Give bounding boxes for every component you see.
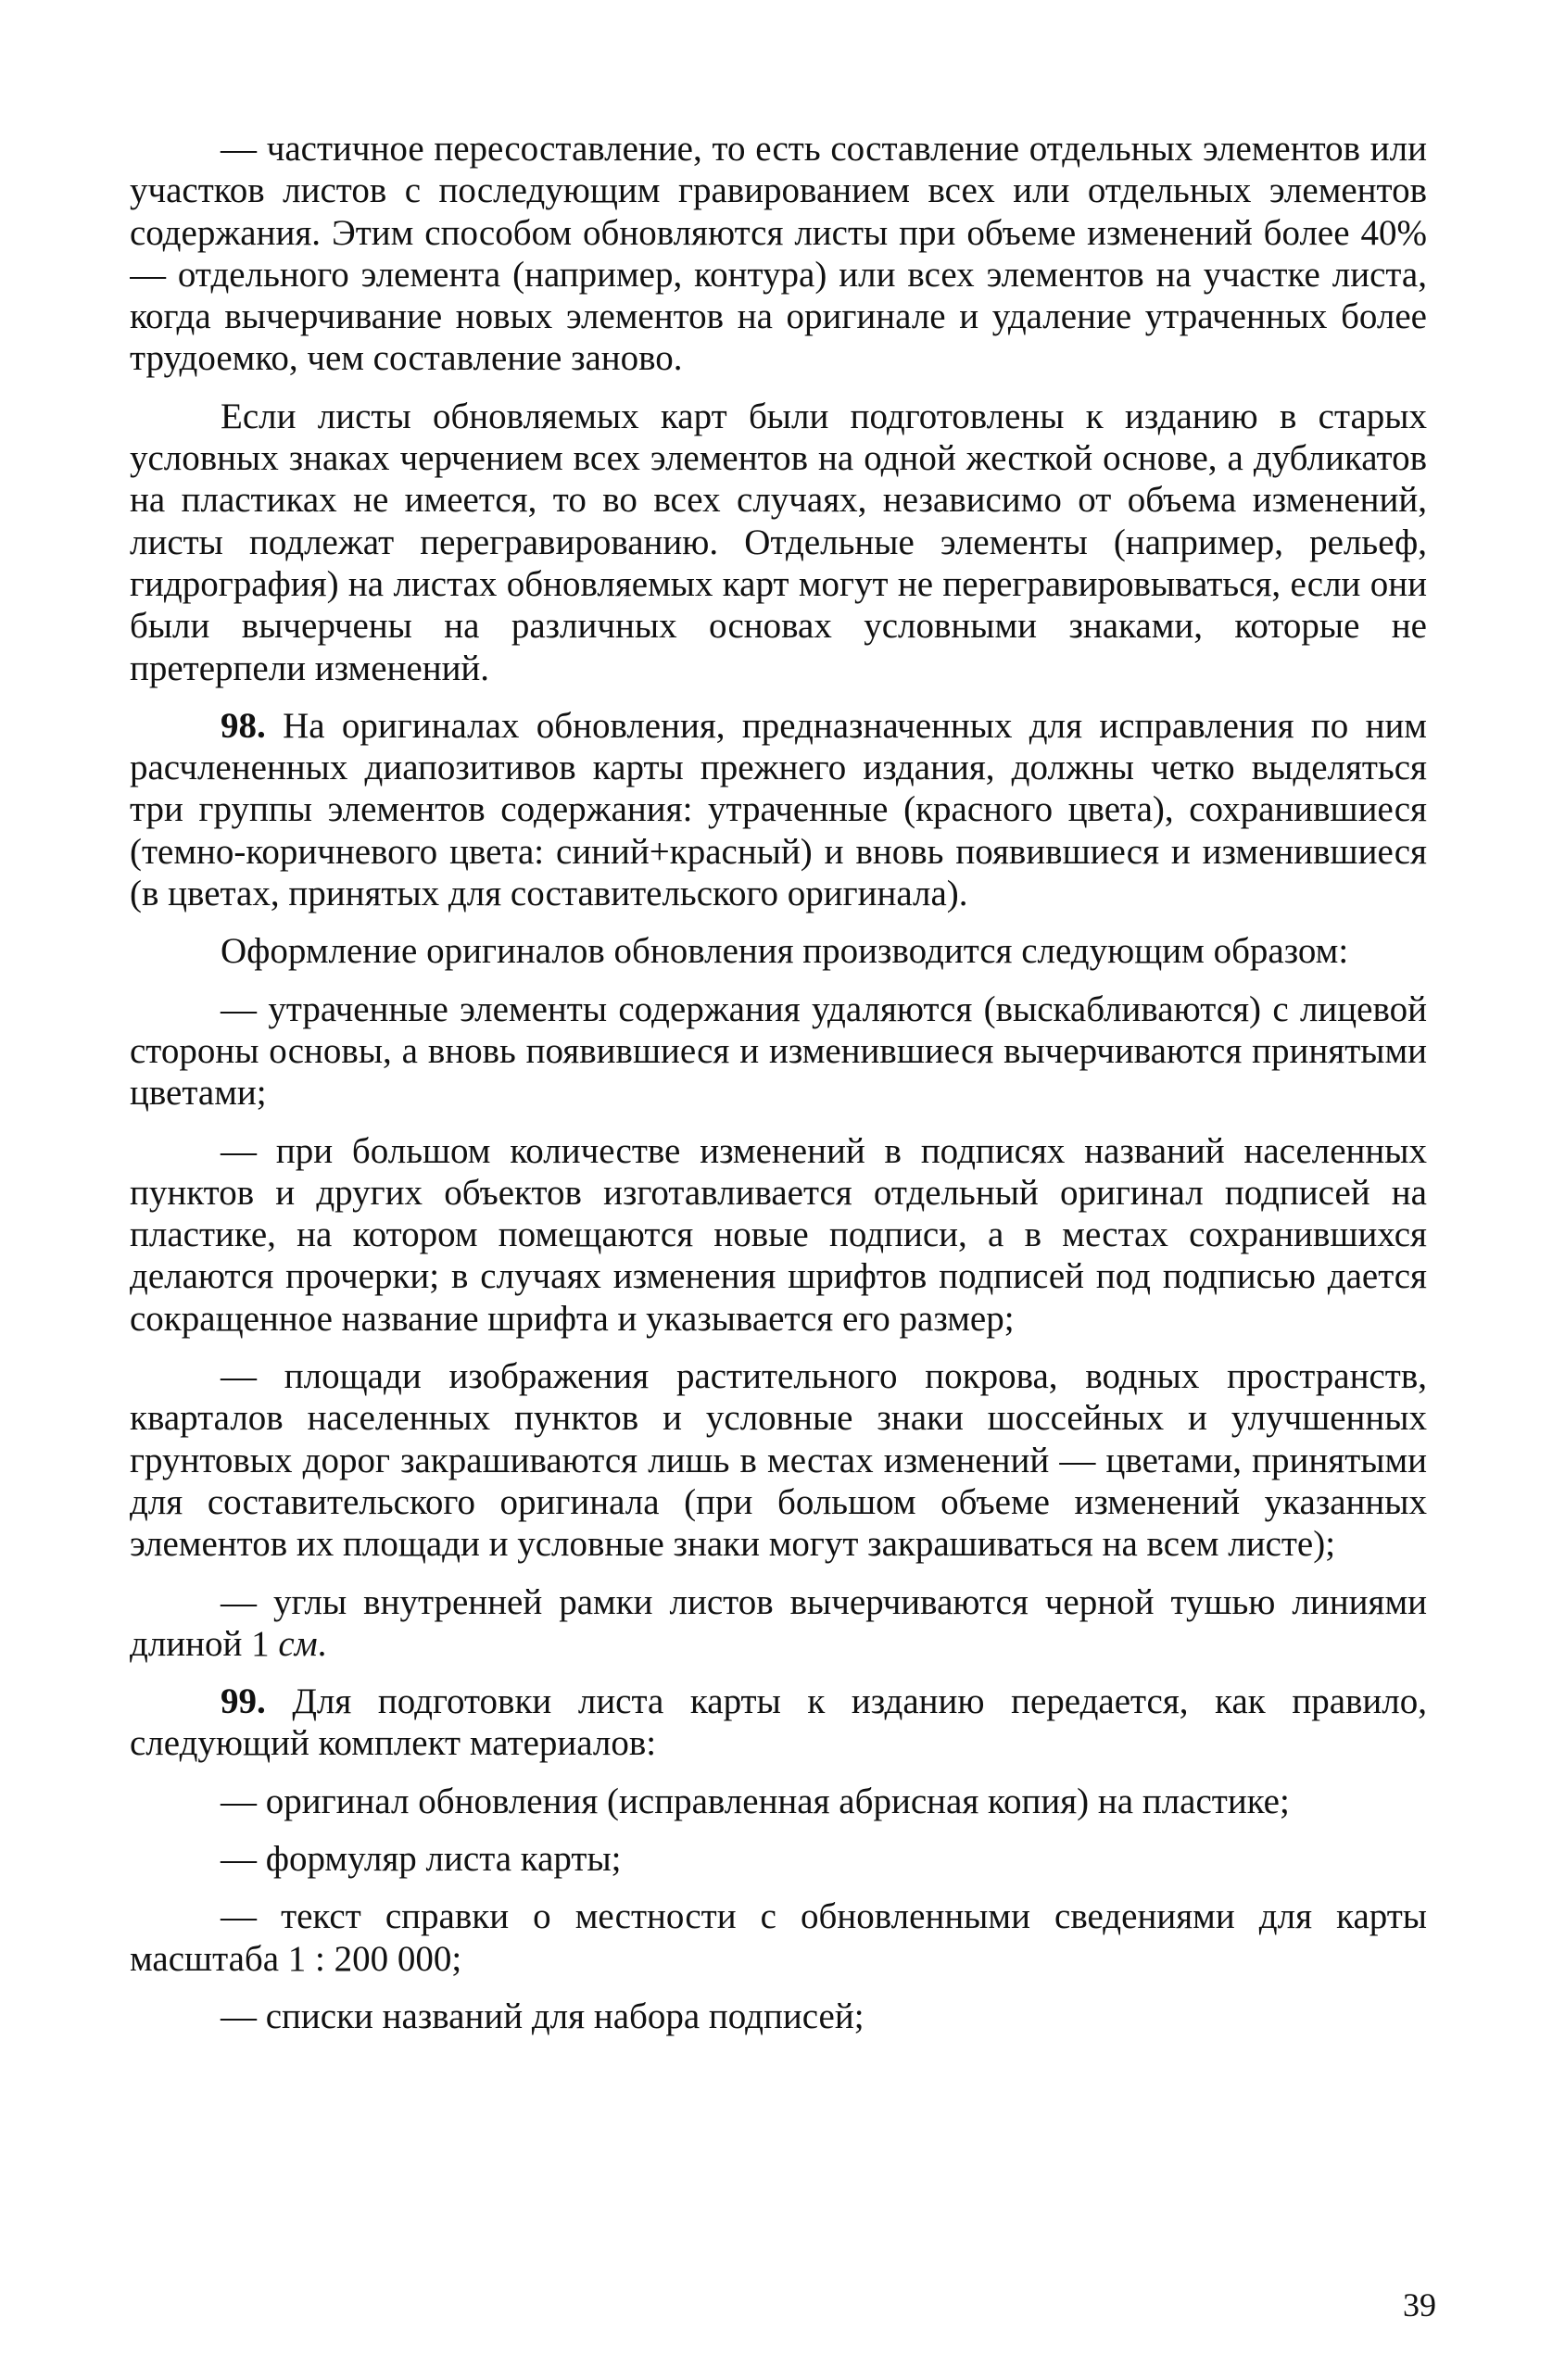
paragraph-formatting-intro: Оформление оригиналов обновления производится следующим образом:: [221, 931, 1349, 972]
list-item-terrain-reference: — текст справки о местности с обновленными сведениями для карты масштаба 1 : 200 000;: [130, 1896, 1427, 1979]
paragraph-partial-recompilation: — частичное пересоставление, то есть составление отдельных элементов или участков листов с последующим гравированием всех или отдельных элементов содержания. Этим способом обновляются листы при объеме изменений более 40% — отдельного элемента (например, контура) или всех элементов на участке листа, когда вычерчивание новых элементов на оригинале и удаление утраченных более трудоемко, чем составление заново.: [130, 129, 1427, 379]
paragraph-98-text: На оригиналах обновления, предназначенных для исправления по ним расчлененных диапозитивов карты прежнего издания, должны четко выделяться три группы элементов содержания: утраченные (красного цвета), сохранившиеся (темно-коричневого цвета: синий+красный) и вновь появившиеся и изменившиеся (в цветах, принятых для составительского оригинала).: [130, 705, 1427, 914]
paragraph-98: [130, 705, 1427, 914]
section-number-98: 98.: [221, 705, 266, 746]
list-item-labels-original: — при большом количестве изменений в подписях названий населенных пунктов и других объектов изготавливается отдельный оригинал подписей на пластике, на котором помещаются новые подписи, а в местах сохранившихся делаются прочерки; в случаях изменения шрифтов подписей под подписью дается сокращенное название шрифта и указывается его размер;: [130, 1130, 1427, 1339]
list-item-map-form: — формуляр листа карты;: [221, 1838, 622, 1879]
list-item-area-coloring: — площади изображения растительного покрова, водных пространств, кварталов населенных пунктов и условные знаки шоссейных и улучшенных грунтовых дорог закрашиваются лишь в местах изменений — цветами, принятыми для составительского оригинала (при большом объеме изменений указанных элементов их площади и условные знаки могут закрашиваться на всем листе);: [130, 1356, 1427, 1565]
list-item-frame-corners: [130, 1581, 1427, 1666]
page-number: 39: [1403, 2286, 1436, 2323]
paragraph-99-text: Для подготовки листа карты к изданию передается, как правило, следующий комплект материалов:: [130, 1681, 1427, 1764]
unit-cm: см: [278, 1623, 318, 1664]
paragraph-99: [130, 1681, 1427, 1765]
list-item-frame-corners-text: — углы внутренней рамки листов вычерчиваются черной тушью линиями длиной 1: [130, 1581, 1427, 1664]
section-number-99: 99.: [221, 1681, 266, 1722]
list-item-name-lists: — списки названий для набора подписей;: [221, 1996, 865, 2036]
paragraph-old-symbols: Если листы обновляемых карт были подготовлены к изданию в старых условных знаках черчением всех элементов на одной жесткой основе, а дубликатов на пластиках не имеется, то во всех случаях, независимо от объема изменений, листы подлежат перегравированию. Отдельные элементы (например, рельеф, гидрография) на листах обновляемых карт могут не перегравировываться, если они были вычерчены на различных основах условными знаками, которые не претерпели изменений.: [130, 396, 1427, 688]
list-item-update-original: — оригинал обновления (исправленная абрисная копия) на пластике;: [221, 1781, 1290, 1821]
document-page: [130, 128, 1427, 2351]
list-item-frame-corners-tail: .: [317, 1623, 327, 1664]
list-item-removed-elements: — утраченные элементы содержания удаляются (выскабливаются) с лицевой стороны основы, а вновь появившиеся и изменившиеся вычерчиваются принятыми цветами;: [130, 989, 1427, 1114]
